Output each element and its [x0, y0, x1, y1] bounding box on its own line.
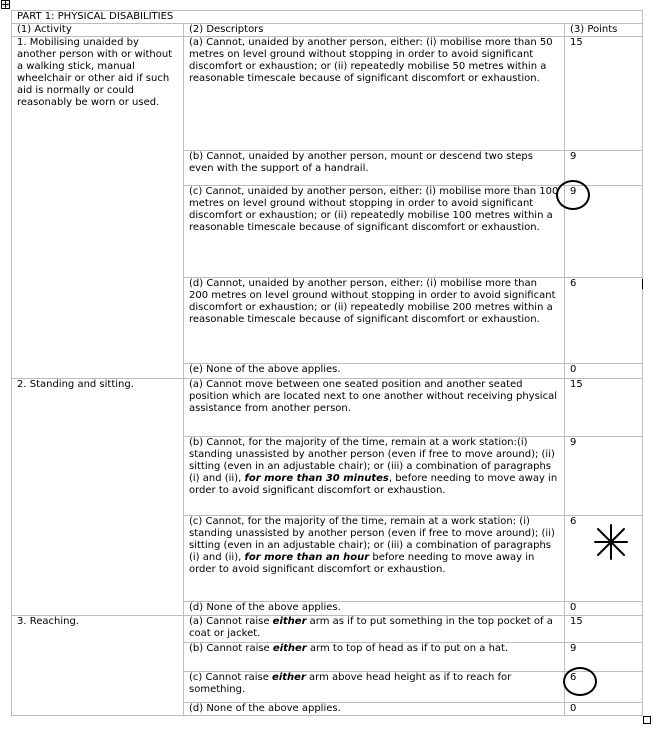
- header-activity: (1) Activity: [12, 24, 184, 37]
- activity-name: 1. Mobilising unaided by another person with or without a walking stick, manual wheelchair or other aid if such aid is normally or could reasonably be worn or used.: [12, 37, 184, 151]
- descriptor-text: (a) Cannot move between one seated position and another seated position which are located next to one another without receiving physical assistance from another person.: [184, 379, 565, 437]
- table-resize-handle-icon[interactable]: [643, 716, 651, 724]
- disabilities-table: [11, 10, 643, 716]
- descriptor-text: (d) None of the above applies.: [184, 602, 565, 616]
- hand-drawn-circle-icon: [563, 667, 597, 696]
- activity-name: 2. Standing and sitting.: [12, 379, 184, 437]
- points-value: 6: [565, 672, 643, 703]
- emphasis-text: for more than 30 minutes: [244, 473, 389, 484]
- hand-drawn-circle-icon: [556, 180, 590, 210]
- points-value: 0: [565, 602, 643, 616]
- header-points: (3) Points: [565, 24, 643, 37]
- points-value: 6: [565, 516, 643, 602]
- descriptor-text: (d) None of the above applies.: [184, 703, 565, 716]
- hand-drawn-asterisk-icon: [592, 523, 630, 561]
- emphasis-text: for more than an hour: [244, 552, 370, 563]
- header-descriptors: (2) Descriptors: [184, 24, 565, 37]
- points-value: 15: [565, 37, 643, 151]
- points-value: 15: [565, 379, 643, 437]
- table-move-handle-icon[interactable]: [1, 0, 10, 9]
- activity-name: 3. Reaching.: [12, 616, 184, 643]
- descriptor-text: (b) Cannot, unaided by another person, mount or descend two steps even with the support of a handrail.: [184, 151, 565, 186]
- descriptor-text: (d) Cannot, unaided by another person, either: (i) mobilise more than 200 metres on level ground without stopping in order to avoid significant discomfort or exhaustion; or (ii) repeatedly mobilise 200 metres within a reasonable timescale because of significant discomfort or exhaustion.: [184, 278, 565, 364]
- emphasis-text: either: [272, 672, 306, 683]
- emphasis-text: either: [272, 616, 307, 627]
- descriptor-text: (b) Cannot raise either arm to top of head as if to put on a hat.: [184, 643, 565, 672]
- text-cursor: [642, 279, 643, 289]
- points-value: 9: [565, 643, 643, 672]
- points-value: 0: [565, 703, 643, 716]
- descriptor-text: (a) Cannot, unaided by another person, either: (i) mobilise more than 50 metres on level ground without stopping in order to avoid significant discomfort or exhaustion; or (ii) repeatedly mobilise 50 metres within a reasonable timescale because of significant discomfort or exhaustion.: [184, 37, 565, 151]
- descriptor-text: (c) Cannot raise either arm above head height as if to reach for something.: [184, 672, 565, 703]
- emphasis-text: either: [272, 643, 307, 654]
- descriptor-text: (a) Cannot raise either arm as if to put something in the top pocket of a coat or jacket.: [184, 616, 565, 643]
- descriptor-text: (c) Cannot, for the majority of the time, remain at a work station: (i) standing unassisted by another person (even if free to move around); (ii) sitting (even in an adjustable chair); or (iii) a combination of paragraphs (i) and (ii), for more than an hour before needing to move away in order to avoid significant discomfort or exhaustion.: [184, 516, 565, 602]
- descriptor-text: (c) Cannot, unaided by another person, either: (i) mobilise more than 100 metres on level ground without stopping in order to avoid significant discomfort or exhaustion; or (ii) repeatedly mobilise 100 metres within a reasonable timescale because of significant discomfort or exhaustion.: [184, 186, 565, 278]
- points-value: 9: [565, 186, 643, 278]
- part-title: PART 1: PHYSICAL DISABILITIES: [12, 11, 643, 24]
- points-value: 9: [565, 151, 643, 186]
- points-value: 15: [565, 616, 643, 643]
- points-value: 0: [565, 364, 643, 379]
- descriptor-text: (b) Cannot, for the majority of the time, remain at a work station:(i) standing unassisted by another person (even if free to move around); (ii) sitting (even in an adjustable chair); or (iii) a combination of paragraphs (i) and (ii), for more than 30 minutes, before needing to move away in order to avoid significant discomfort or exhaustion.: [184, 437, 565, 516]
- points-value: 6: [565, 278, 643, 364]
- points-value: 9: [565, 437, 643, 516]
- descriptor-text: (e) None of the above applies.: [184, 364, 565, 379]
